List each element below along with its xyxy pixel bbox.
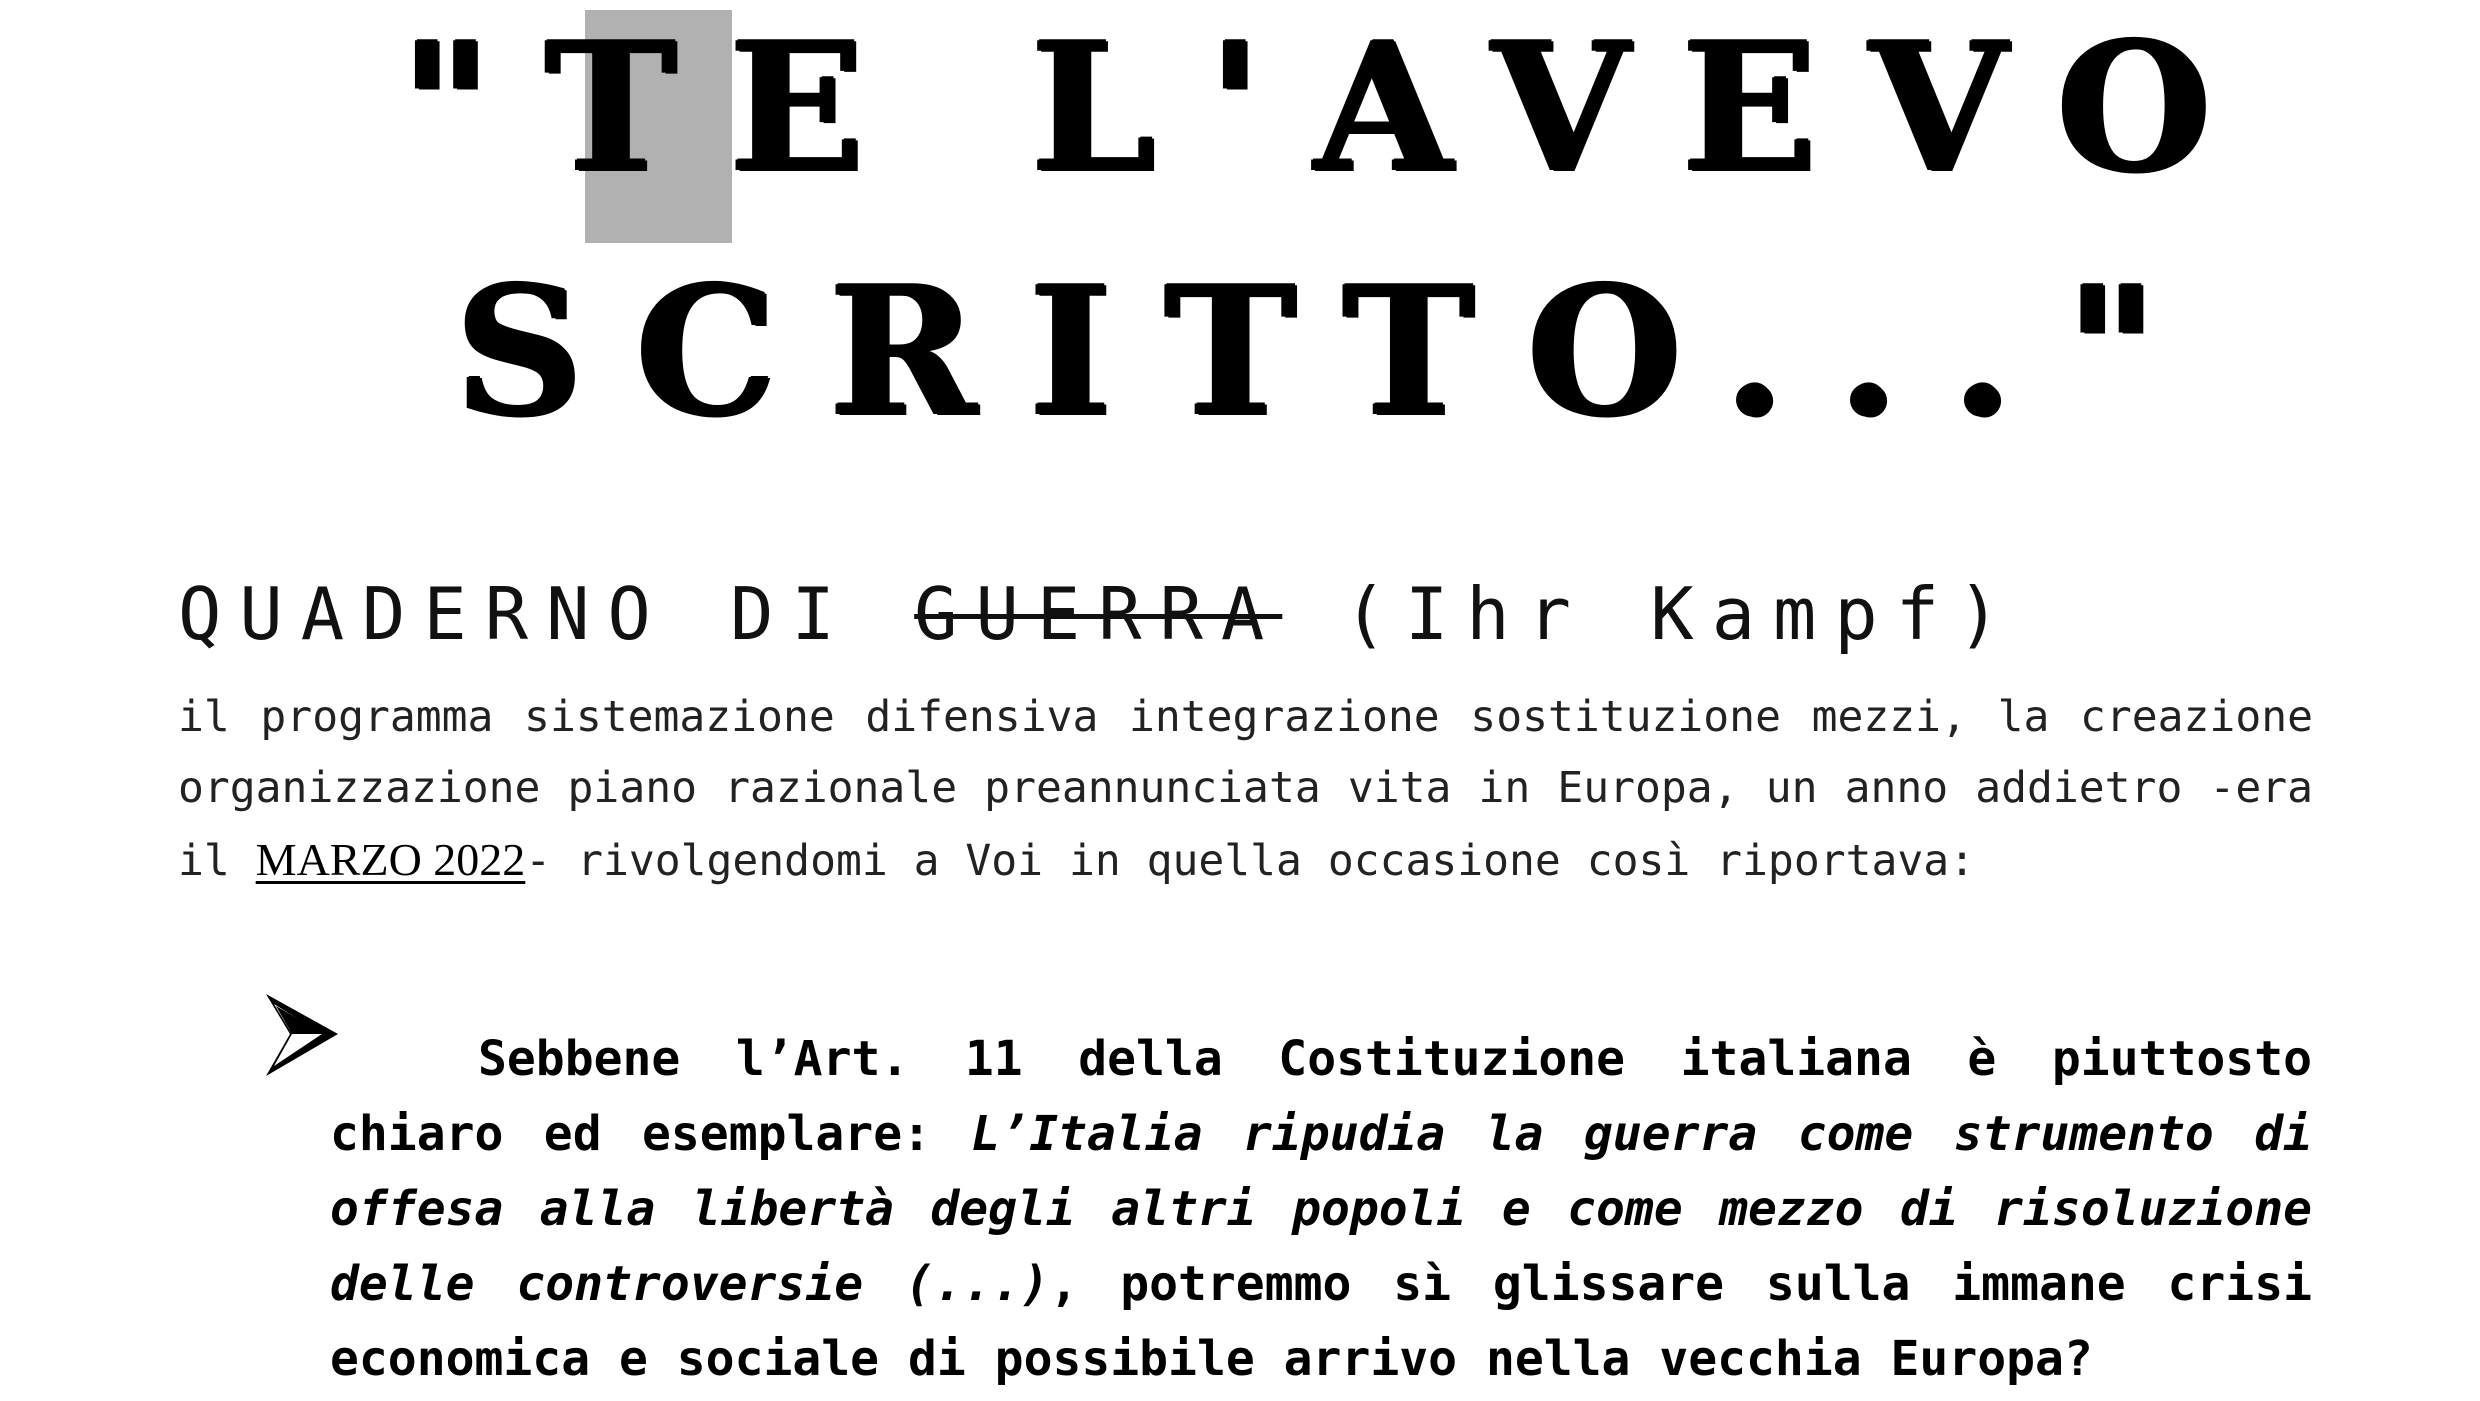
intro-text-before: il programma sistemazione difensiva integrazione sostituzione mezzi, la creazione organizzazione piano razionale preannunciata vita in Europa, un anno addietro -era il: [178, 692, 2313, 886]
subtitle: [178, 572, 2019, 656]
bullet-tail: , potremmo sì glissare sulla immane crisi economica e sociale di possibile arrivo nella vecchia Europa?: [330, 1256, 2312, 1387]
constitution-quote: L’Italia ripudia la guerra come strumento di offesa alla libertà degli altri popoli e come mezzo di risoluzione delle controversie (...): [330, 1106, 2312, 1312]
subtitle-struck-word: GUERRA: [914, 572, 1283, 656]
subtitle-tail: (Ihr Kampf): [1282, 572, 2019, 656]
title-line-2: SCRITTO...": [455, 246, 2211, 455]
intro-text-after: - rivolgendomi a Voi in quella occasione così riportava:: [525, 836, 1976, 886]
title-line-1: "TE L'AVEVO: [400, 2, 2264, 211]
bullet-lead: Sebbene l’Art. 11 della Costituzione italiana è piuttosto chiaro ed esemplare:: [330, 1031, 2312, 1162]
subtitle-lead: QUADERNO DI: [178, 572, 915, 656]
intro-paragraph: [178, 682, 2313, 897]
bullet-paragraph: [330, 1022, 2312, 1397]
intro-date-reference: MARZO 2022: [255, 834, 526, 885]
